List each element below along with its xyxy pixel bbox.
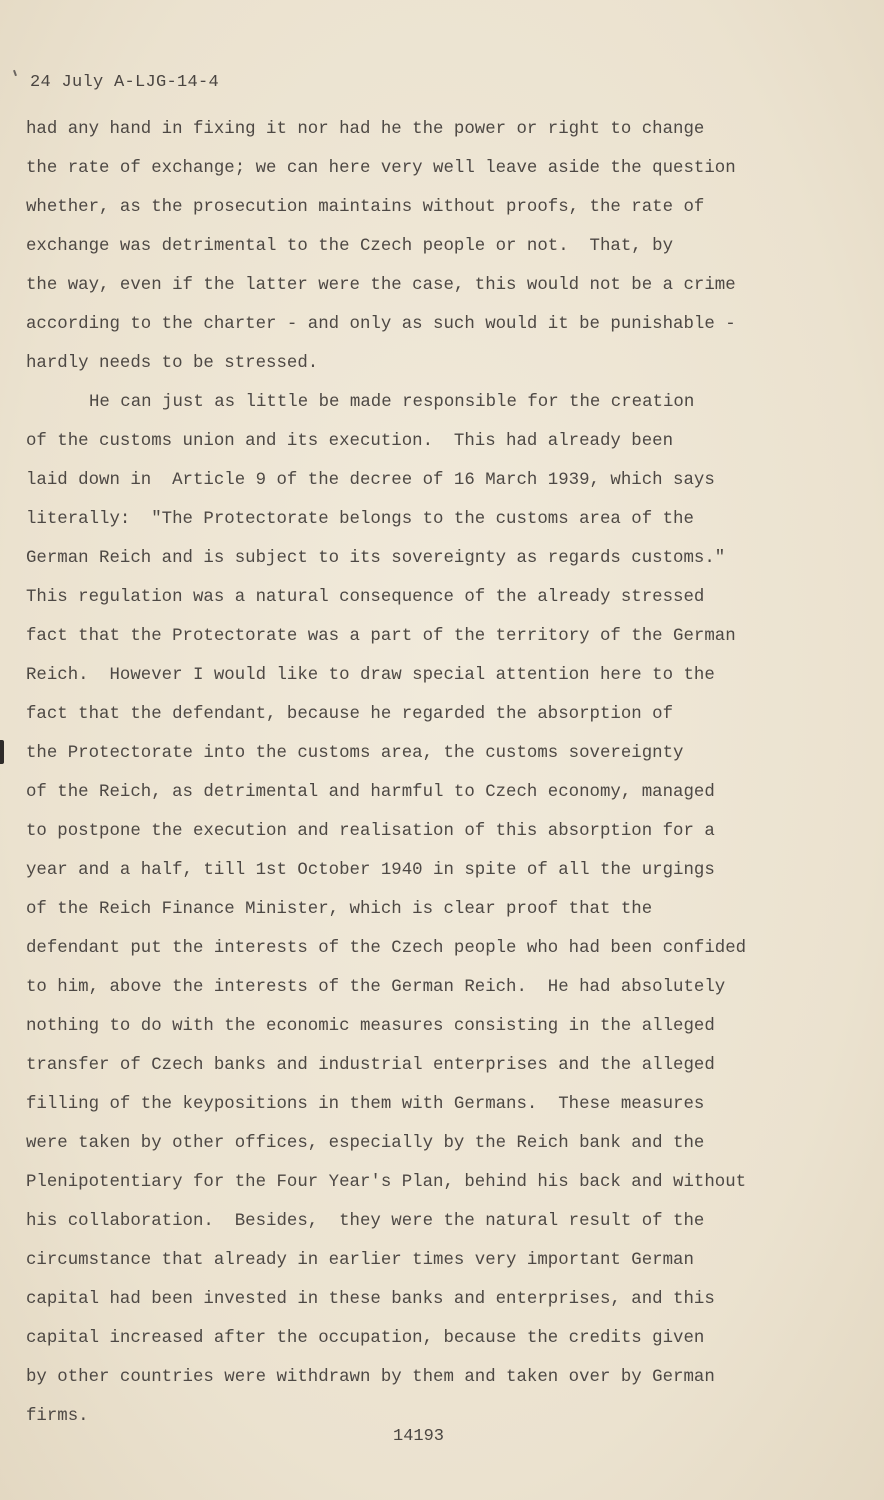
text-line: to him, above the interests of the German Reich. He had absolutely bbox=[26, 978, 726, 997]
text-line: Reich. However I would like to draw special attention here to the bbox=[26, 666, 715, 685]
text-line: filling of the keypositions in them with Germans. These measures bbox=[26, 1095, 705, 1114]
text-line: Plenipotentiary for the Four Year's Plan, behind his back and without bbox=[26, 1173, 747, 1192]
text-line: of the customs union and its execution. This had already been bbox=[26, 432, 674, 451]
text-line: of the Reich Finance Minister, which is clear proof that the bbox=[26, 900, 653, 919]
text-line: fact that the defendant, because he regarded the absorption of bbox=[26, 705, 674, 724]
text-line: This regulation was a natural consequence of the already stressed bbox=[26, 588, 705, 607]
text-line: transfer of Czech banks and industrial enterprises and the alleged bbox=[26, 1056, 715, 1075]
binding-mark bbox=[0, 740, 4, 764]
text-line: literally: "The Protectorate belongs to the customs area of the bbox=[26, 510, 694, 529]
text-line: capital increased after the occupation, because the credits given bbox=[26, 1329, 705, 1348]
text-line: German Reich and is subject to its sovereignty as regards customs." bbox=[26, 549, 726, 568]
text-line: had any hand in fixing it nor had he the power or right to change bbox=[26, 120, 705, 139]
text-line: laid down in Article 9 of the decree of 16 March 1939, which says bbox=[26, 471, 715, 490]
text-line: to postpone the execution and realisation of this absorption for a bbox=[26, 822, 715, 841]
text-line: were taken by other offices, especially by the Reich bank and the bbox=[26, 1134, 705, 1153]
text-line: circumstance that already in earlier times very important German bbox=[26, 1251, 694, 1270]
document-body bbox=[26, 110, 856, 1436]
text-line: of the Reich, as detrimental and harmful to Czech economy, managed bbox=[26, 783, 715, 802]
text-line: year and a half, till 1st October 1940 in spite of all the urgings bbox=[26, 861, 715, 880]
text-line: fact that the Protectorate was a part of the territory of the German bbox=[26, 627, 736, 646]
text-line: He can just as little be made responsible for the creation bbox=[89, 393, 695, 412]
text-line: nothing to do with the economic measures consisting in the alleged bbox=[26, 1017, 715, 1036]
text-line: whether, as the prosecution maintains without proofs, the rate of bbox=[26, 198, 705, 217]
text-line: the way, even if the latter were the case, this would not be a crime bbox=[26, 276, 736, 295]
page-number: 14193 bbox=[393, 1427, 445, 1446]
document-header: 24 July A-LJG-14-4 bbox=[30, 73, 220, 92]
text-line: capital had been invested in these banks and enterprises, and this bbox=[26, 1290, 715, 1309]
text-line: exchange was detrimental to the Czech people or not. That, by bbox=[26, 237, 674, 256]
text-line: firms. bbox=[26, 1407, 89, 1426]
text-line: according to the charter - and only as such would it be punishable - bbox=[26, 315, 736, 334]
text-line: defendant put the interests of the Czech people who had been confided bbox=[26, 939, 747, 958]
text-line: hardly needs to be stressed. bbox=[26, 354, 319, 373]
text-line: the Protectorate into the customs area, the customs sovereignty bbox=[26, 744, 684, 763]
stray-mark bbox=[13, 70, 17, 76]
text-line: the rate of exchange; we can here very well leave aside the question bbox=[26, 159, 736, 178]
text-line: by other countries were withdrawn by them and taken over by German bbox=[26, 1368, 715, 1387]
text-line: his collaboration. Besides, they were the natural result of the bbox=[26, 1212, 705, 1231]
